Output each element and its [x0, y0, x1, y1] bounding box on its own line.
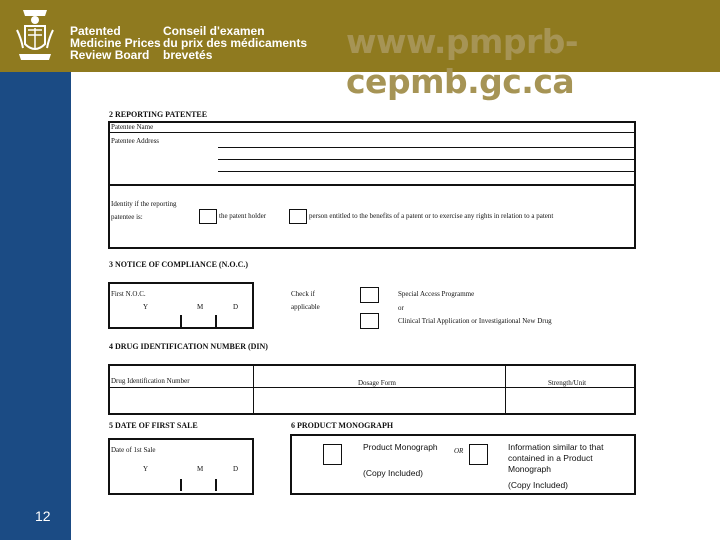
- clinical-trial-checkbox[interactable]: [360, 313, 379, 329]
- section-4-title: 4 DRUG IDENTIFICATION NUMBER (DIN): [109, 342, 268, 351]
- din-label: Drug Identification Number: [111, 377, 190, 385]
- month-label: M: [197, 465, 204, 473]
- section-6-title: 6 PRODUCT MONOGRAPH: [291, 421, 394, 430]
- or-label: or: [398, 304, 404, 312]
- identity-label-cont: patentee is:: [111, 213, 143, 221]
- special-access-checkbox[interactable]: [360, 287, 379, 303]
- column-divider: [505, 364, 506, 415]
- identity-label: Identity if the reporting: [111, 200, 177, 208]
- org-name-english: Patented Medicine Prices Review Board: [70, 24, 161, 62]
- month-label: M: [197, 303, 204, 311]
- entitled-person-label: person entitled to the benefits of a patent or to exercise any rights in relation to a patent: [309, 212, 554, 220]
- patentee-name-label: Patentee Name: [111, 123, 154, 131]
- left-sidebar: [0, 72, 71, 540]
- coat-of-arms-icon: [15, 8, 55, 62]
- or-label: OR: [454, 447, 464, 455]
- date-separator: [215, 479, 217, 491]
- page-number: 12: [35, 508, 51, 524]
- product-monograph-label: Product Monograph: [363, 442, 438, 452]
- date-separator: [180, 479, 182, 491]
- column-divider: [253, 364, 254, 415]
- divider: [108, 387, 636, 388]
- first-noc-label: First N.O.C.: [111, 290, 146, 298]
- date-separator: [180, 315, 182, 327]
- website-url[interactable]: www.pmprb-cepmb.gc.ca: [346, 22, 579, 101]
- day-label: D: [233, 465, 239, 473]
- clinical-trial-label: Clinical Trial Application or Investigational New Drug: [398, 317, 552, 325]
- address-line: [218, 147, 636, 148]
- strength-unit-label: Strength/Unit: [548, 379, 587, 387]
- info-similar-label: Information similar to that contained in a Product Monograph: [508, 442, 604, 474]
- first-sale-label: Date of 1st Sale: [111, 446, 156, 454]
- check-if-label: Check if: [291, 290, 315, 298]
- section-3-title: 3 NOTICE OF COMPLIANCE (N.O.C.): [109, 260, 249, 269]
- product-monograph-checkbox[interactable]: [323, 444, 342, 465]
- address-line: [218, 171, 636, 172]
- year-label: Y: [143, 303, 149, 311]
- year-label: Y: [143, 465, 149, 473]
- day-label: D: [233, 303, 239, 311]
- info-similar-checkbox[interactable]: [469, 444, 488, 465]
- patent-holder-checkbox[interactable]: [199, 209, 217, 224]
- entitled-person-checkbox[interactable]: [289, 209, 307, 224]
- header-banner: [0, 0, 720, 101]
- dosage-form-label: Dosage Form: [358, 379, 396, 387]
- form-page: [80, 75, 720, 540]
- patentee-address-label: Patentee Address: [111, 137, 160, 145]
- applicable-label: applicable: [291, 303, 320, 311]
- patent-holder-label: the patent holder: [219, 212, 267, 220]
- copy-included-label: (Copy Included): [363, 468, 424, 478]
- address-line: [218, 159, 636, 160]
- copy-included-label: (Copy Included): [508, 480, 569, 490]
- org-name-french: Conseil d'examen du prix des médicaments brevetés: [163, 24, 308, 62]
- section-5-title: 5 DATE OF FIRST SALE: [109, 421, 198, 430]
- divider: [108, 132, 636, 133]
- section-2-title: 2 REPORTING PATENTEE: [109, 110, 208, 119]
- divider: [108, 184, 636, 186]
- din-table: [108, 364, 636, 415]
- date-separator: [215, 315, 217, 327]
- special-access-label: Special Access Programme: [398, 290, 475, 298]
